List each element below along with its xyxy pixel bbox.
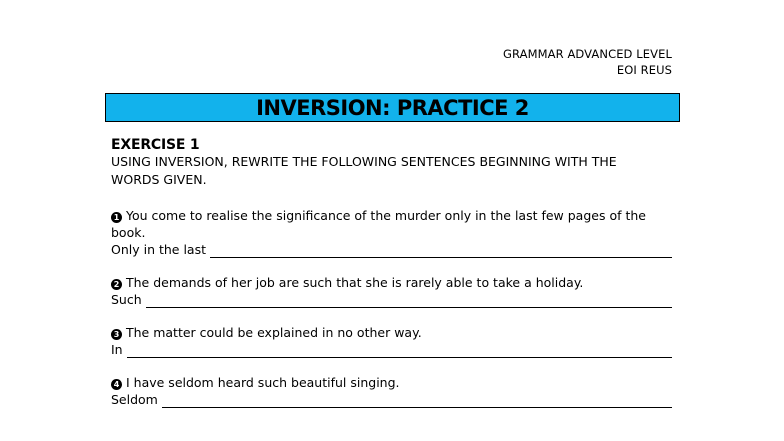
exercise-item-1 xyxy=(111,207,672,258)
sentence-text: You come to realise the significance of the murder only in the last few pages of the book. xyxy=(111,208,646,240)
sentence-text: The demands of her job are such that she is rarely able to take a holiday. xyxy=(126,275,584,290)
answer-blank[interactable] xyxy=(127,344,672,358)
number-bullet-icon: 2 xyxy=(111,279,122,290)
exercise-heading: EXERCISE 1 xyxy=(111,137,200,153)
exercise-section xyxy=(111,137,672,408)
answer-blank[interactable] xyxy=(210,244,672,258)
answer-starter: In xyxy=(111,342,123,357)
page-title: INVERSION: PRACTICE 2 xyxy=(256,95,529,120)
answer-starter: Seldom xyxy=(111,392,158,407)
item-sentence xyxy=(111,207,672,241)
exercise-instructions xyxy=(111,153,672,189)
school-name: EOI REUS xyxy=(616,63,672,77)
sentence-text: I have seldom heard such beautiful singing. xyxy=(126,375,400,390)
answer-line xyxy=(111,341,672,358)
sentence-text: The matter could be explained in no other way. xyxy=(126,325,422,340)
answer-line xyxy=(111,291,672,308)
item-sentence xyxy=(111,274,672,291)
exercise-item-4 xyxy=(111,374,672,408)
instructions-line-1 xyxy=(111,153,672,171)
answer-starter: Only in the last xyxy=(111,242,207,257)
item-sentence xyxy=(111,324,672,341)
number-bullet-icon: 1 xyxy=(111,212,122,223)
answer-line xyxy=(111,391,672,408)
answer-blank[interactable] xyxy=(162,394,672,408)
exercise-item-2 xyxy=(111,274,672,308)
exercise-items xyxy=(111,207,672,408)
instructions-line-2: WORDS GIVEN. xyxy=(111,172,207,187)
answer-blank[interactable] xyxy=(146,294,672,308)
course-level: GRAMMAR ADVANCED LEVEL xyxy=(502,47,672,61)
title-banner xyxy=(105,93,680,122)
instructions-text-1: USING INVERSION, REWRITE THE FOLLOWING SENTENCES BEGINNING WITH THE xyxy=(111,154,617,169)
exercise-item-3 xyxy=(111,324,672,358)
answer-starter: Such xyxy=(111,292,142,307)
number-bullet-icon: 4 xyxy=(111,379,122,390)
answer-line xyxy=(111,241,672,258)
document-header xyxy=(420,46,672,78)
item-sentence xyxy=(111,374,672,391)
number-bullet-icon: 3 xyxy=(111,329,122,340)
